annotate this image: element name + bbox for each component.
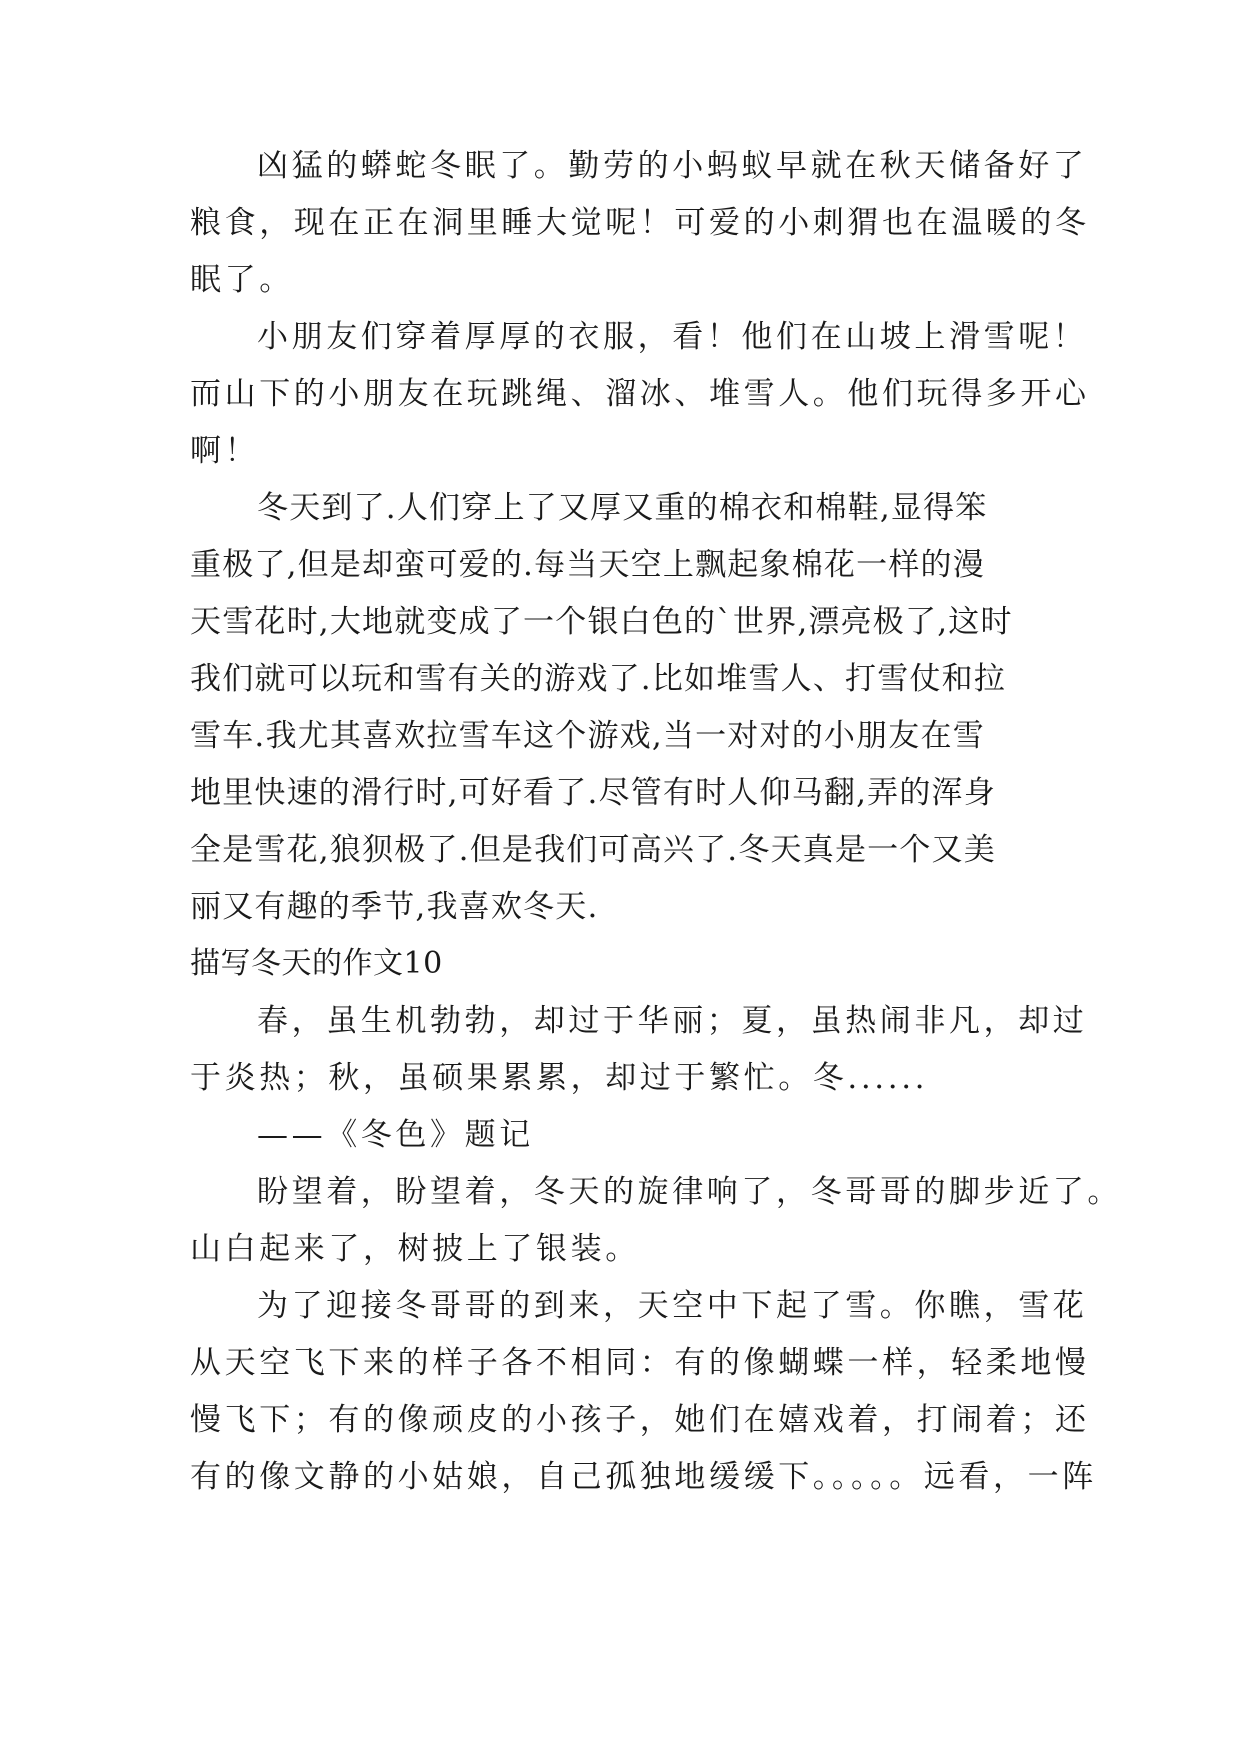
text-line: 有的像文静的小姑娘，自己孤独地缓缓下。。。。。远看，一阵: [190, 1459, 1097, 1495]
text-line: 山白起来了，树披上了银装。: [190, 1231, 640, 1267]
epigraph-line: ——《冬色》题记: [257, 1117, 534, 1153]
text-line: 全是雪花,狼狈极了.但是我们可高兴了.冬天真是一个又美: [190, 832, 996, 868]
text-line: 冬天到了.人们穿上了又厚又重的棉衣和棉鞋,显得笨: [257, 490, 988, 526]
text-line: 丽又有趣的季节,我喜欢冬天.: [190, 889, 599, 925]
text-line: 于炎热；秋，虽硕果累累，却过于繁忙。冬......: [190, 1060, 929, 1096]
text-line: 小朋友们穿着厚厚的衣服，看！他们在山坡上滑雪呢！: [257, 319, 1088, 355]
text-line: 眠了。: [190, 262, 294, 298]
text-line: 地里快速的滑行时,可好看了.尽管有时人仰马翻,弄的浑身: [190, 775, 996, 811]
text-line: 凶猛的蟒蛇冬眠了。勤劳的小蚂蚁早就在秋天储备好了: [257, 148, 1088, 184]
text-line: 而山下的小朋友在玩跳绳、溜冰、堆雪人。他们玩得多开心: [190, 376, 1090, 412]
text-line: 重极了,但是却蛮可爱的.每当天空上飘起象棉花一样的漫: [190, 547, 985, 583]
text-line: 春，虽生机勃勃，却过于华丽；夏，虽热闹非凡，却过: [257, 1003, 1088, 1039]
text-line: 盼望着，盼望着，冬天的旋律响了，冬哥哥的脚步近了。: [257, 1174, 1122, 1210]
text-line: 粮食，现在正在洞里睡大觉呢！可爱的小刺猬也在温暖的冬: [190, 205, 1090, 241]
text-line: 慢飞下；有的像顽皮的小孩子，她们在嬉戏着，打闹着；还: [190, 1402, 1090, 1438]
text-line: 为了迎接冬哥哥的到来，天空中下起了雪。你瞧，雪花: [257, 1288, 1088, 1324]
text-line: 雪车.我尤其喜欢拉雪车这个游戏,当一对对的小朋友在雪: [190, 718, 985, 754]
text-line: 啊！: [190, 433, 260, 469]
text-line: 天雪花时,大地就变成了一个银白色的`世界,漂亮极了,这时: [190, 604, 1013, 640]
text-line: 我们就可以玩和雪有关的游戏了.比如堆雪人、打雪仗和拉: [190, 661, 1007, 697]
text-line: 从天空飞下来的样子各不相同：有的像蝴蝶一样，轻柔地慢: [190, 1345, 1090, 1381]
section-heading: 描写冬天的作文10: [190, 946, 443, 981]
